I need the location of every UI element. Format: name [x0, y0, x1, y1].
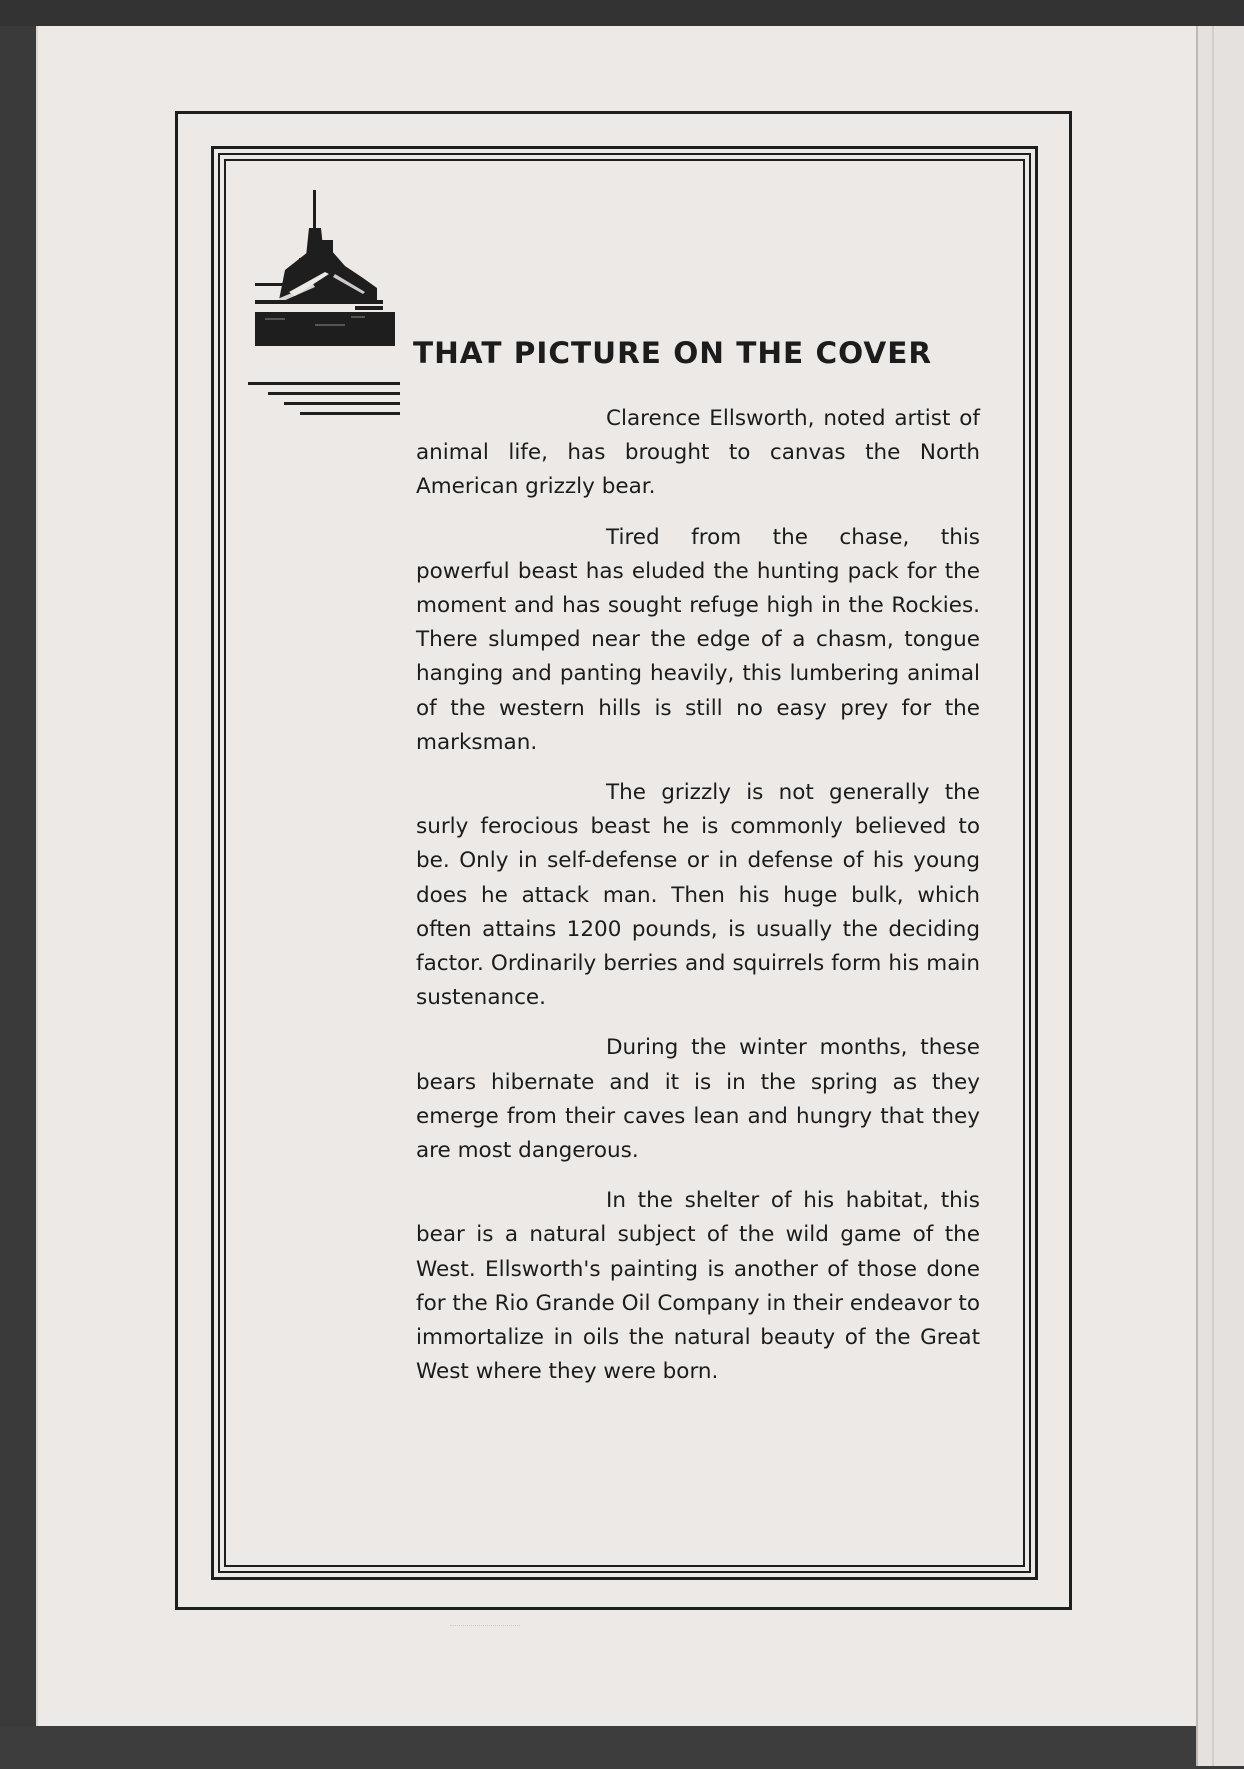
scan-background-top [0, 0, 1244, 26]
article-body [416, 402, 980, 1405]
oil-derrick-landscape-icon [255, 188, 405, 358]
paragraph: Clarence Ellsworth, noted artist of animal life, has brought to canvas the North American grizzly bear. [416, 406, 980, 500]
facing-page-gutter [1196, 26, 1244, 1766]
paper-blemish [450, 1625, 520, 1634]
paragraph: Tired from the chase, this powerful beast has eluded the hunting pack for the moment and has sought refuge high in the Rockies. There slumped near the edge of a chasm, tongue hanging and panting heavily, this lumbering animal of the western hills is still no easy prey for the marksman. [416, 524, 980, 755]
scan-background-bottom [0, 1726, 1196, 1769]
article-title: THAT PICTURE ON THE COVER [413, 336, 933, 370]
paragraph: In the shelter of his habitat, this bear is a natural subject of the wild game of the West. Ellsworth's painting is another of those done for the Rio Grande Oil Company in their endeavor to immortalize in oils the natural beauty of the Great West where they were born. [416, 1188, 980, 1385]
decorative-rule-lines [248, 380, 400, 420]
paragraph: The grizzly is not generally the surly ferocious beast he is commonly believed to be. Only in self-defense or in defense of his young does he attack man. Then his huge bulk, which often attains 1200 pounds, is usually the deciding factor. Ordinarily berries and squirrels form his main sustenance. [416, 780, 980, 1011]
paragraph: During the winter months, these bears hibernate and it is in the spring as they emerge from their caves lean and hungry that they are most dangerous. [416, 1035, 980, 1164]
